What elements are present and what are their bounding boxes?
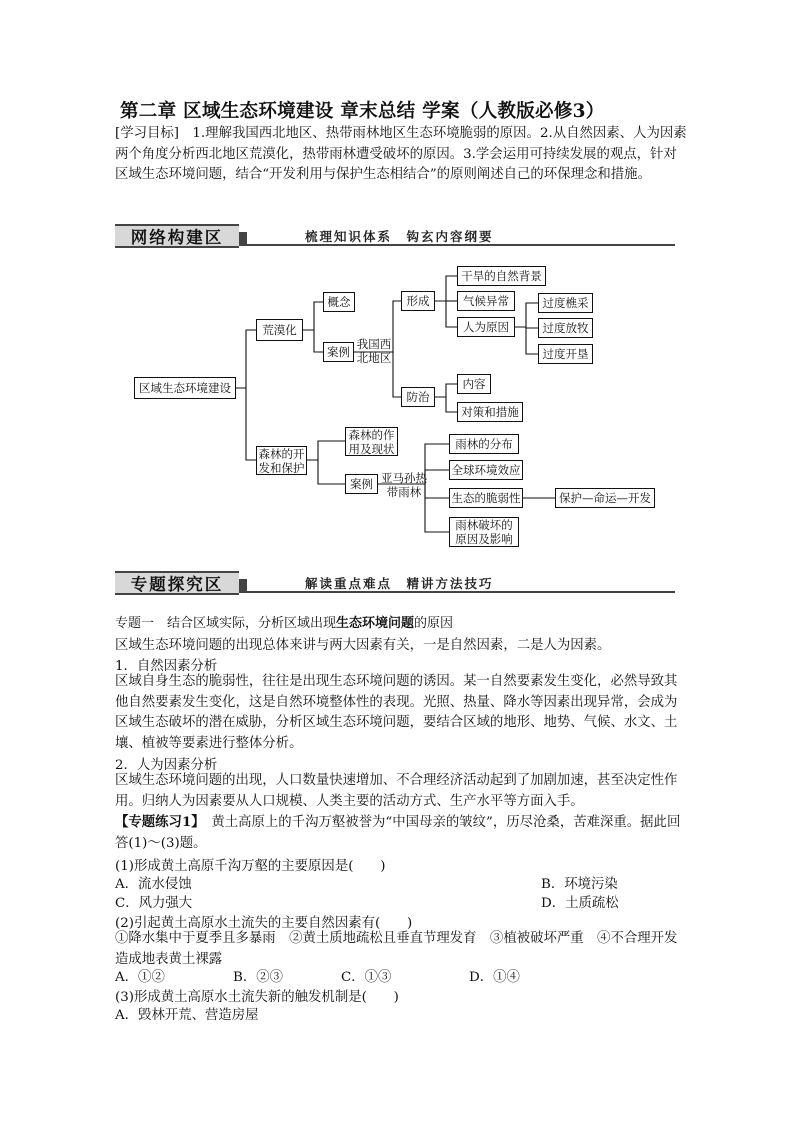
question-2: (2)引起黄土高原水土流失的主要自然因素有( ) [115,916,413,931]
exercise-tag: 【专题练习1】 [115,814,198,830]
map-ecological-fragility: 生态的脆弱性 [449,488,523,508]
question-3: (3)形成黄土高原水土流失新的触发机制是( ) [115,990,399,1005]
q1-option-a: A．流水侵蚀 [115,877,192,892]
map-formation: 形成 [401,291,435,311]
topic-heading-bold: 生态环境问题 [336,616,415,631]
human-factors-text: 区域生态环境问题的出现，人口数量快速增加、不合理经济活动起到了加剧加速，甚至决定性作用。归纳人为因素要从人口规模、人类主要的活动方式、生产水平等方面入手。 [115,773,678,809]
map-global-effects: 全球环境效应 [449,460,523,480]
section-badge-network: 网络构建区 [115,224,239,248]
map-climate-anomaly: 气候异常 [457,291,515,311]
map-overgrazing: 过度放牧 [538,318,593,338]
map-human-causes: 人为原因 [457,317,515,337]
map-case-desert: 案例 [323,342,354,362]
map-rainforest-distribution: 雨林的分布 [449,434,519,454]
topic-intro: 区域生态环境问题的出现总体来讲与两大因素有关，一是自然因素，二是人为因素。 [115,638,611,653]
q2-option-c: C．①③ [341,970,392,985]
exercise-stem-text: 黄土高原上的千沟万壑被誉为“中国母亲的皱纹”，历尽沧桑，苦难深重。据此回答(1)～(3)题。 [115,815,681,851]
topic-heading-c: 的原因 [414,616,454,631]
exercise-stem [115,812,690,854]
q2-option-d: D．①④ [469,970,520,985]
map-forest: 森林的开 发和保护 [256,446,307,475]
map-root: 区域生态环境建设 [134,377,236,399]
map-case-desert-label: 我国西 北地区 [356,337,392,365]
map-control: 防治 [401,387,435,407]
section-subtitle-network: 梳理知识体系 钩玄内容纲要 [305,229,494,244]
objectives-tag: [学习目标] [115,126,180,141]
natural-factors-text: 区域自身生态的脆弱性，往往是出现生态环境问题的诱因。某一自然要素发生变化，必然导致其他自然要素发生变化，这是自然环境整体性的表现。光照、热量、降水等因素出现异常，会成为区域生态破坏的潜在威胁，分析区域生态环境问题，要结合区域的地形、地势、气候、水文、土壤、植被等要素进行整体分析。 [115,674,678,751]
map-concept: 概念 [323,292,355,312]
natural-factors-title: 1．自然因素分析 [115,659,218,674]
map-destruction-causes: 雨林破坏的 原因及影响 [449,517,519,547]
map-arid-background: 干旱的自然背景 [457,266,546,286]
question-2-items: ①降水集中于夏季且多暴雨 ②黄土质地疏松且垂直节理发育 ③植被破坏严重 ④不合理开发造成地表黄土裸露 [115,931,678,967]
map-case-forest-label: 亚马孙热 带雨林 [381,471,427,499]
map-overfarming: 过度开垦 [538,344,593,364]
q1-option-c: C．风力强大 [115,896,193,911]
map-content: 内容 [457,374,491,394]
map-protect-fate-develop: 保护—命运—开发 [555,488,655,508]
q2-option-a: A．①② [115,970,165,985]
map-measures: 对策和措施 [457,402,523,422]
question-1: (1)形成黄土高原千沟万壑的主要原因是( ) [115,859,386,874]
page-title: 第二章 区域生态环境建设 章末总结 学案（人教版必修3） [120,101,605,122]
map-forest-role: 森林的作 用及现状 [345,427,398,456]
q1-option-b: B．环境污染 [541,877,618,892]
map-desertification: 荒漠化 [256,319,303,341]
section-banner-topics [115,571,675,595]
topic-heading-a: 专题一 结合区域实际，分析区域出现 [115,616,337,631]
map-case-forest: 案例 [345,474,378,494]
section-badge-topics: 专题探究区 [115,571,239,595]
q1-option-d: D．土质疏松 [541,896,619,911]
human-factors-title: 2．人为因素分析 [115,758,218,773]
section-subtitle-topics: 解读重点难点 精讲方法技巧 [305,576,494,591]
topic-heading [115,612,453,631]
banner-stripe [239,579,247,593]
map-overcutting: 过度樵采 [538,293,593,313]
q3-option-a: A．毁林开荒、营造房屋 [115,1008,259,1023]
q2-option-b: B．②③ [233,970,284,985]
objectives-text: 1.理解我国西北地区、热带雨林地区生态环境脆弱的原因。2.从自然因素、人为因素两个角度分析西北地区荒漠化，热带雨林遭受破坏的原因。3.学会运用可持续发展的观点，针对区域生态环境问题，结合“开发利用与保护生态相结合”的原则阐述自己的环保理念和措施。 [115,126,687,182]
